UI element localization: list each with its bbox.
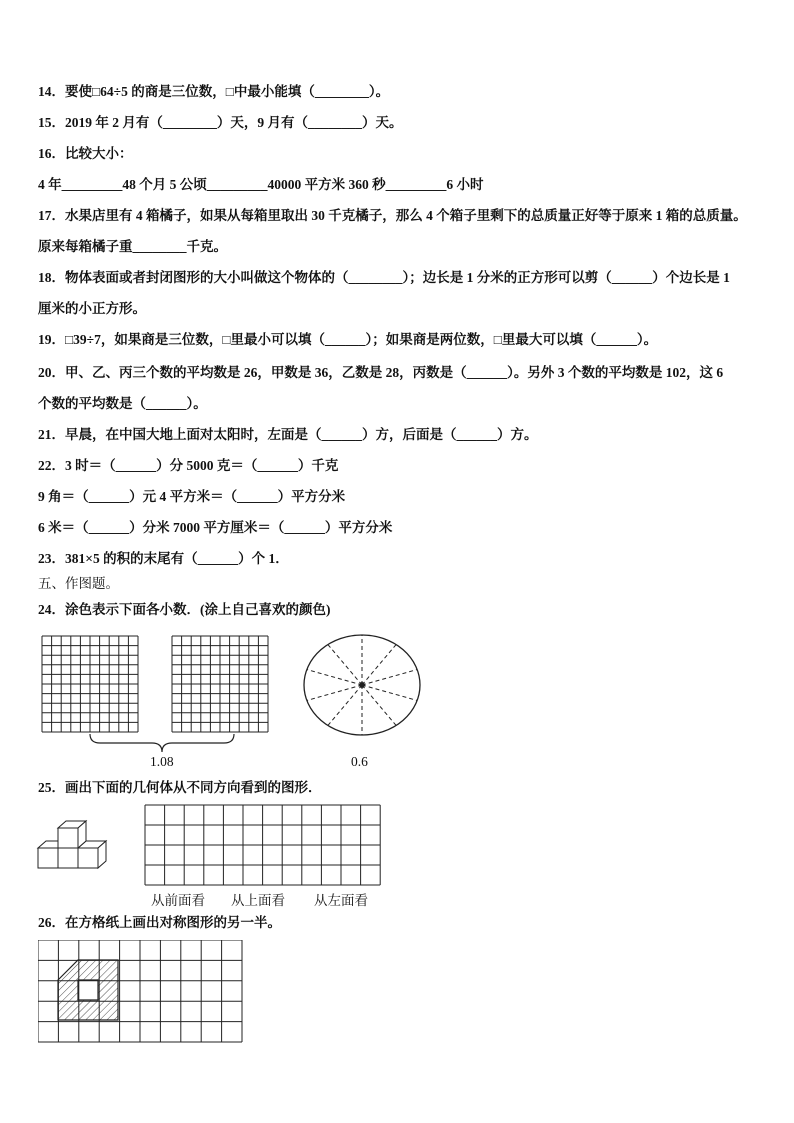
question-21: 21．早晨，在中国大地上面对太阳时，左面是（______）方，后面是（______）方。: [38, 427, 538, 442]
hundred-grid-2: [172, 636, 268, 732]
decimal-label-2: 0.6: [351, 754, 368, 769]
question-25: 25．画出下面的几何体从不同方向看到的图形．: [38, 780, 322, 795]
question-16-title: 16．比较大小：: [38, 146, 133, 161]
question-24: 24．涂色表示下面各小数．(涂上自己喜欢的颜色): [38, 602, 331, 617]
question-15: 15．2019 年 2 月有（________）天，9 月有（________）天。: [38, 115, 403, 130]
question-22-line-1: 22．3 时＝（______）分 5000 克＝（______）千克: [38, 458, 339, 473]
view-top-label: 从上面看: [231, 893, 285, 908]
question-23: 23．381×5 的积的末尾有（______）个 1．: [38, 551, 289, 566]
question-26: 26．在方格纸上画出对称图形的另一半。: [38, 915, 281, 930]
decimal-shading-figure: [36, 632, 436, 774]
cube-solid: [36, 818, 116, 878]
decimal-label-1: 1.08: [150, 754, 174, 769]
question-22-line-2: 9 角＝（______）元 4 平方米＝（______）平方分米: [38, 489, 346, 504]
question-18-line-2: 厘米的小正方形。: [38, 301, 146, 316]
question-20-line-2: 个数的平均数是（______）。: [38, 396, 207, 411]
question-18-line-1: 18．物体表面或者封闭图形的大小叫做这个物体的（________）；边长是 1 分米的正方形可以剪（______）个边长是 1: [38, 270, 730, 285]
symmetry-grid: [38, 940, 244, 1044]
brace: [90, 734, 234, 752]
divided-circle: [304, 635, 420, 735]
view-front-label: 从前面看: [151, 893, 205, 908]
question-19: 19．□39÷7，如果商是三位数，□里最小可以填（______）；如果商是两位数，□里最大可以填（______）。: [38, 332, 658, 347]
section-5-heading: 五、作图题。: [38, 576, 119, 591]
question-16-items: 4 年_________48 个月 5 公顷_________40000 平方米 360 秒_________6 小时: [38, 177, 484, 192]
question-17-line-2: 原来每箱橘子重________千克。: [38, 239, 227, 254]
question-20-line-1: 20．甲、乙、丙三个数的平均数是 26，甲数是 36，乙数是 28，丙数是（______）。另外 3 个数的平均数是 102，这 6: [38, 365, 724, 380]
hatched-shape: [58, 960, 118, 1020]
view-left-label: 从左面看: [314, 893, 368, 908]
question-17-line-1: 17．水果店里有 4 箱橘子，如果从每箱里取出 30 千克橘子，那么 4 个箱子里剩下的总质量正好等于原来 1 箱的总质量。: [38, 208, 747, 223]
question-14: 14．要使□64÷5 的商是三位数，□中最小能填（________）。: [38, 84, 390, 99]
question-22-line-3: 6 米＝（______）分米 7000 平方厘米＝（______）平方分米: [38, 520, 393, 535]
view-grid: [144, 804, 382, 886]
hundred-grid-1: [42, 636, 138, 732]
